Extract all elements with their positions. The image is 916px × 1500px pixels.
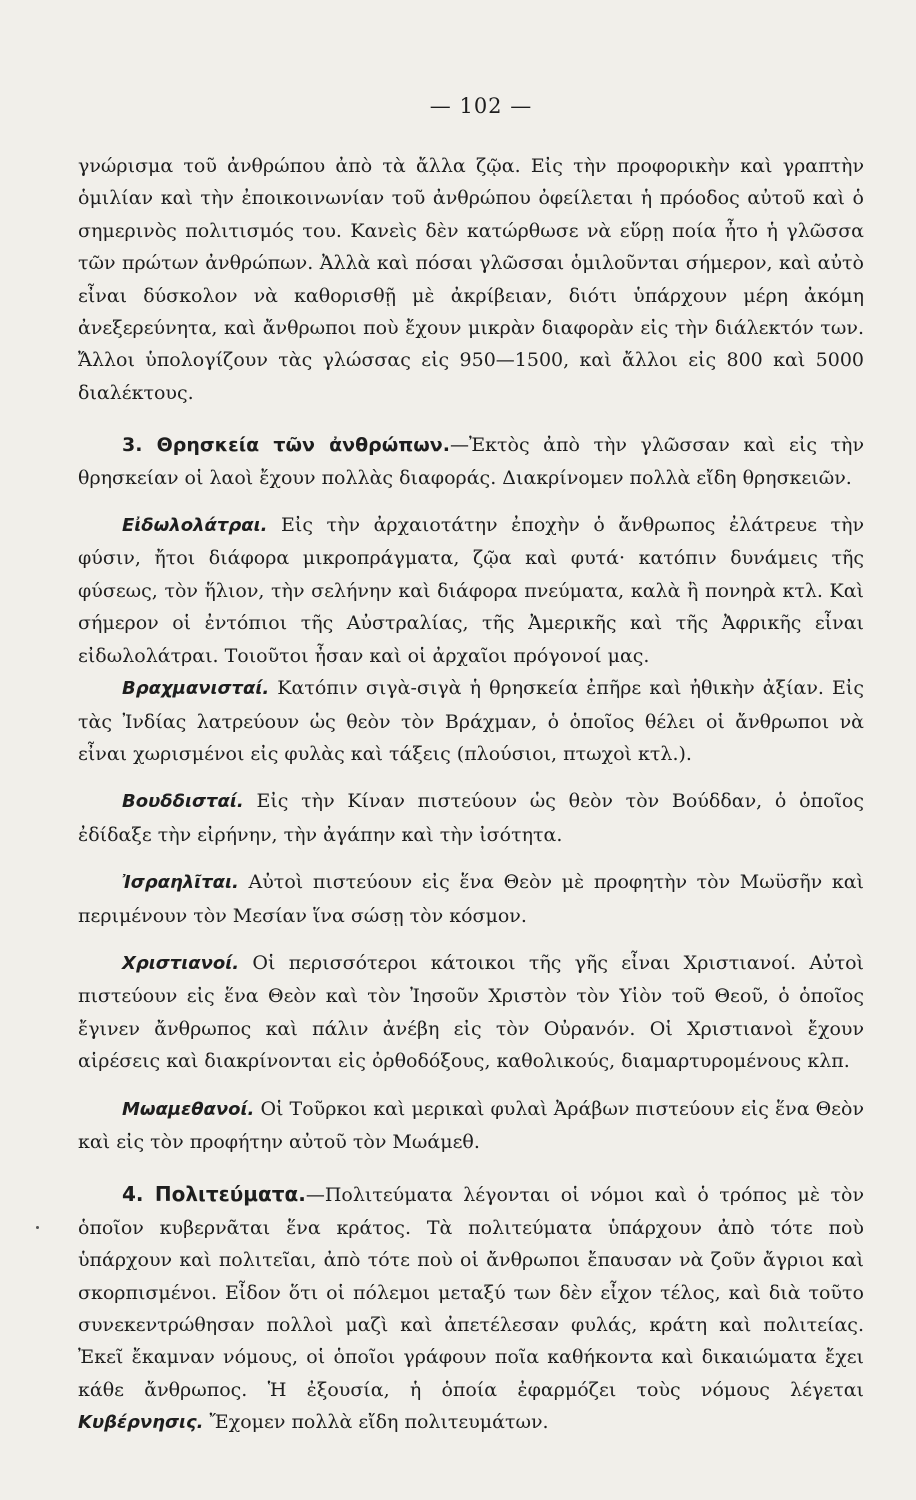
- section-4-text: —Πολιτεύματα λέγονται οἱ νόμοι καὶ ὁ τρόπος μὲ τὸν ὁποῖον κυβερνᾶται ἕνα κράτος. Τὰ πολιτεύματα ὑπάρχουν ἀπὸ τότε ποὺ ὑπάρχουν καὶ πολιτεῖαι, ἀπὸ τότε ποὺ οἱ ἄνθρωποι ἔπαυσαν νὰ ζοῦν ἄγριοι καὶ σκορπισμένοι. Εἶδον ὅτι οἱ πόλεμοι μεταξύ των δὲν εἶχον τέλος, καὶ διὰ τοῦτο συνεκεντρώθησαν πολλοὶ μαζὶ καὶ ἀπετέλεσαν φυλάς, κράτη καὶ πολιτείας. Ἐκεῖ ἔκαμναν νόμους, οἱ ὁποῖοι γράφουν ποῖα καθήκοντα καὶ δικαιώματα ἔχει κάθε ἄνθρωπος. Ἡ ἐξουσία, ἡ ὁποία ἐφαρμόζει τοὺς νόμους λέγεται: [78, 1184, 864, 1401]
- section-4-paragraph: [78, 1178, 864, 1439]
- religion-buddhists-paragraph: [78, 785, 864, 851]
- religion-text: Εἰς τὴν Κίναν πιστεύουν ὡς θεὸν τὸν Βούδδαν, ὁ ὁποῖος ἐδίδαξε τὴν εἰρήνην, τὴν ἀγάπην καὶ τὴν ἰσότητα.: [78, 790, 864, 846]
- religion-text: Εἰς τὴν ἀρχαιοτάτην ἐποχὴν ὁ ἄνθρωπος ἐλάτρευε τὴν φύσιν, ἤτοι διάφορα μικροπράγματα, ζῷα καὶ φυτά· κατόπιν δυνάμεις τῆς φύσεως, τὸν ἥλιον, τὴν σελήνην καὶ διάφορα πνεύματα, καλὰ ἢ πονηρὰ κτλ. Καὶ σήμερον οἱ ἐντόπιοι τῆς Αὐστραλίας, τῆς Ἀμερικῆς καὶ τῆς Ἀφρικῆς εἶναι εἰδωλολάτραι. Τοιοῦτοι ἦσαν καὶ οἱ ἀρχαῖοι πρόγονοί μας.: [78, 514, 864, 667]
- religion-term: Εἰδωλολάτραι.: [122, 515, 268, 537]
- government-term: Κυβέρνησις.: [78, 1412, 204, 1434]
- religion-brahmanists-paragraph: [78, 672, 864, 770]
- page-number: — 102 —: [429, 94, 533, 118]
- religion-term: Βουδδισταί.: [122, 791, 244, 813]
- section-4-heading: 4. Πολιτεύματα.: [122, 1182, 306, 1207]
- religion-term: Χριστιανοί.: [122, 952, 240, 974]
- margin-speck: [36, 1226, 39, 1229]
- religion-text: Κατόπιν σιγὰ-σιγὰ ἡ θρησκεία ἐπῆρε καὶ ἠθικὴν ἀξίαν. Εἰς τὰς Ἰνδίας λατρεύουν ὡς θεὸν τὸν Βράχμαν, ὁ ὁποῖος θέλει οἱ ἄνθρωποι νὰ εἶναι χωρισμένοι εἰς φυλὰς καὶ τάξεις (πλούσιοι, πτωχοὶ κτλ.).: [78, 677, 864, 765]
- religion-muslims-paragraph: [78, 1093, 864, 1159]
- section-3-text: —Ἐκτὸς ἀπὸ τὴν γλῶσσαν καὶ εἰς τὴν θρησκείαν οἱ λαοὶ ἔχουν πολλὰς διαφοράς. Διακρίνομεν πολλὰ εἴδη θρησκειῶν.: [78, 434, 864, 489]
- religion-christians-paragraph: [78, 947, 864, 1078]
- section-3-heading: 3. Θρησκεία τῶν ἀνθρώπων.: [122, 434, 450, 457]
- religion-term: Μωαμεθανοί.: [122, 1098, 255, 1120]
- religion-israelites-paragraph: [78, 866, 864, 932]
- religion-text: Οἱ περισσότεροι κάτοικοι τῆς γῆς εἶναι Χριστιανοί. Αὐτοὶ πιστεύουν εἰς ἕνα Θεὸν καὶ τὸν Ἰησοῦν Χριστὸν τὸν Υἱὸν τοῦ Θεοῦ, ὁ ὁποῖος ἔγινεν ἄνθρωπος καὶ πάλιν ἀνέβη εἰς τὸν Οὐρανόν. Οἱ Χριστιανοὶ ἔχουν αἱρέσεις καὶ διακρίνονται εἰς ὀρθοδόξους, καθολικούς, διαμαρτυρομένους κλπ.: [78, 951, 864, 1073]
- religion-text: Αὐτοὶ πιστεύουν εἰς ἕνα Θεὸν μὲ προφητὴν τὸν Μωϋσῆν καὶ περιμένουν τὸν Μεσίαν ἵνα σώσῃ τὸν κόσμον.: [78, 871, 864, 927]
- religion-text: Οἱ Τοῦρκοι καὶ μερικαὶ φυλαὶ Ἀράβων πιστεύουν εἰς ἕνα Θεὸν καὶ εἰς τὸν προφήτην αὐτοῦ τὸν Μωάμεθ.: [78, 1097, 864, 1153]
- religion-term: Ἰσραηλῖται.: [122, 872, 239, 894]
- intro-paragraph: γνώρισμα τοῦ ἀνθρώπου ἀπὸ τὰ ἄλλα ζῷα. Εἰς τὴν προφορικὴν καὶ γραπτὴν ὁμιλίαν καὶ τὴν ἐποικοινωνίαν τοῦ ἀνθρώπου ὀφείλεται ἡ πρόοδος αὐτοῦ καὶ ὁ σημερινὸς πολιτισμός του. Κανεὶς δὲν κατώρθωσε νὰ εὕρῃ ποία ἦτο ἡ γλῶσσα τῶν πρώτων ἀνθρώπων. Ἀλλὰ καὶ πόσαι γλῶσσαι ὁμιλοῦνται σήμερον, καὶ αὐτὸ εἶναι δύσκολον νὰ καθορισθῇ μὲ ἀκρίβειαν, διότι ὑπάρχουν μέρη ἀκόμη ἀνεξερεύνητα, καὶ ἄνθρωποι ποὺ ἔχουν μικρὰν διαφορὰν εἰς τὴν διάλεκτόν των. Ἄλλοι ὑπολογίζουν τὰς γλώσσας εἰς 950—1500, καὶ ἄλλοι εἰς 800 καὶ 5000 διαλέκτους.: [78, 155, 864, 404]
- religion-term: Βραχμανισταί.: [122, 678, 270, 700]
- section-3-paragraph: [78, 429, 864, 494]
- religion-idolaters-paragraph: [78, 509, 864, 672]
- section-4-closing: Ἔχομεν πολλὰ εἴδη πολιτευμάτων.: [203, 1411, 549, 1434]
